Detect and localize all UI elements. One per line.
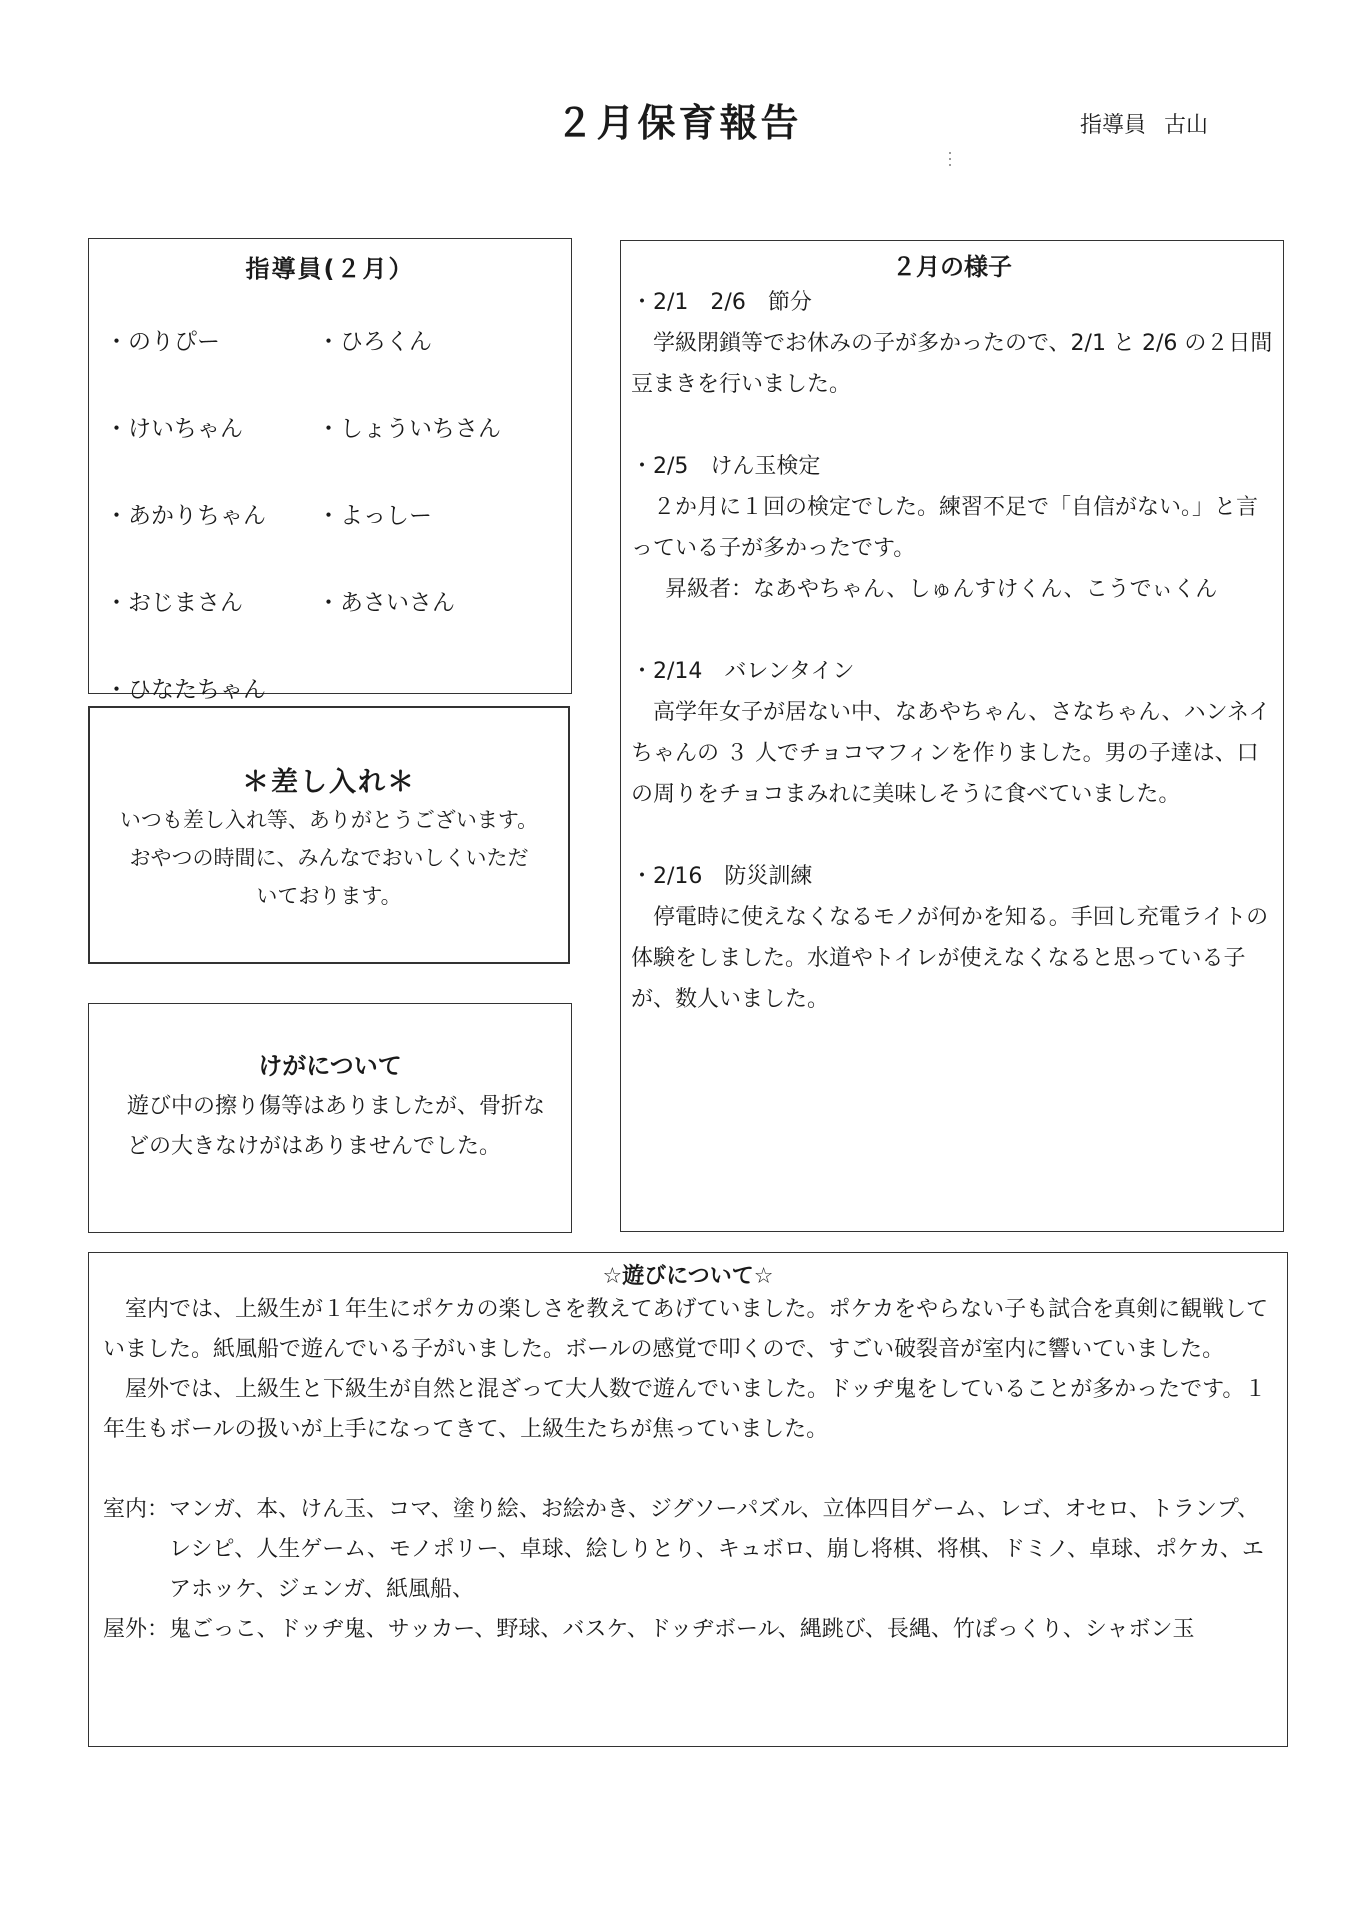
play-paragraph-indoor: 室内では、上級生が１年生にポケカの楽しさを教えてあげていました。ポケカをやらない子も試合を真剣に観戦していました。紙風船で遊んでいる子がいました。ボールの感覚で叩くので、すごい破裂音が室内に響いていました。: [103, 1297, 1269, 1362]
indoor-label: 室内：: [103, 1497, 170, 1522]
staff-title: 指導員(２月）: [245, 255, 415, 283]
report-title: ２月保育報告: [555, 101, 802, 145]
event-body: 高学年女子が居ない中、なあやちゃん、さなちゃん、ハンネイちゃんの ３ 人でチョコマフィンを作りました。男の子達は、口の周りをチョコまみれに美味しそうに食べていました。: [631, 700, 1271, 807]
event-body: ２か月に１回の検定でした。練習不足で「自信がない。」と言っている子が多かったです。: [631, 495, 1259, 561]
gift-line: いております。: [256, 884, 402, 908]
event-list: [621, 282, 1283, 1020]
staff-member: ・けいちゃん: [105, 416, 243, 442]
gift-box: [88, 706, 570, 964]
gift-title: ＊差し入れ＊: [242, 767, 416, 798]
author-name: 古山: [1164, 113, 1209, 138]
staff-list: [105, 323, 565, 704]
gift-text: [90, 799, 568, 915]
staff-member: ・しょういちさん: [317, 416, 501, 442]
activity-lists: [89, 1490, 1287, 1650]
staff-member: ・ひなたちゃん: [105, 677, 266, 703]
event-setsubun: [631, 282, 1273, 405]
author-role: 指導員: [1080, 113, 1147, 138]
february-box: [620, 240, 1284, 1232]
staff-member: ・あかりちゃん: [105, 503, 266, 529]
outdoor-list: 鬼ごっこ、ドッヂ鬼、サッカー、野球、バスケ、ドッヂボール、縄跳び、長縄、竹ぽっくり、シャボン玉: [169, 1617, 1195, 1642]
event-note: 昇級者：なあやちゃん、しゅんすけくん、こうでぃくん: [665, 577, 1218, 602]
injury-text: 遊び中の擦り傷等はありましたが、骨折などの大きなけがはありませんでした。: [127, 1094, 546, 1159]
event-kendama: [631, 446, 1273, 610]
event-heading: ・2/14 バレンタイン: [631, 659, 855, 684]
event-body: 停電時に使えなくなるモノが何かを知る。手回し充電ライトの体験をしました。水道やトイレが使えなくなると思っている子が、数人いました。: [631, 905, 1269, 1012]
event-valentine: [631, 651, 1273, 815]
outdoor-activities: [103, 1610, 1273, 1650]
event-heading: ・2/5 けん玉検定: [631, 454, 821, 479]
staff-member: ・よっしー: [317, 503, 432, 529]
play-box: [88, 1252, 1288, 1747]
event-heading: ・2/1 2/6 節分: [631, 290, 812, 315]
scan-speck-marks: [948, 148, 952, 178]
event-body: 学級閉鎖等でお休みの子が多かったので、2/1 と 2/6 の２日間豆まきを行いました。: [631, 331, 1273, 397]
february-title: ２月の様子: [892, 253, 1012, 281]
play-title: ☆遊びについて☆: [602, 1264, 774, 1289]
event-disaster-drill: [631, 856, 1273, 1020]
staff-member: ・おじまさん: [105, 590, 243, 616]
indoor-list: マンガ、本、けん玉、コマ、塗り絵、お絵かき、ジグソーパズル、立体四目ゲーム、レゴ、オセロ、トランプ、レシピ、人生ゲーム、モノポリー、卓球、絵しりとり、キュボロ、崩し将棋、将棋、ドミノ、卓球、ポケカ、エアホッケ、ジェンガ、紙風船、: [169, 1497, 1264, 1602]
staff-box: [88, 238, 572, 703]
injury-box: [88, 1003, 572, 1233]
injury-title: けがについて: [258, 1052, 402, 1080]
gift-line: おやつの時間に、みんなでおいしくいただ: [129, 846, 529, 870]
event-heading: ・2/16 防災訓練: [631, 864, 813, 889]
play-paragraph-outdoor: 屋外では、上級生と下級生が自然と混ざって大人数で遊んでいました。ドッヂ鬼をしていることが多かったです。１年生もボールの扱いが上手になってきて、上級生たちが焦っていました。: [103, 1377, 1267, 1442]
outdoor-label: 屋外：: [103, 1617, 170, 1642]
staff-member: ・あさいさん: [317, 590, 455, 616]
indoor-activities: [103, 1490, 1273, 1610]
author: [1080, 108, 1208, 139]
staff-member: ・のりぴー: [105, 329, 220, 355]
gift-line: いつも差し入れ等、ありがとうございます。: [119, 808, 539, 832]
staff-member: ・ひろくん: [317, 329, 432, 355]
